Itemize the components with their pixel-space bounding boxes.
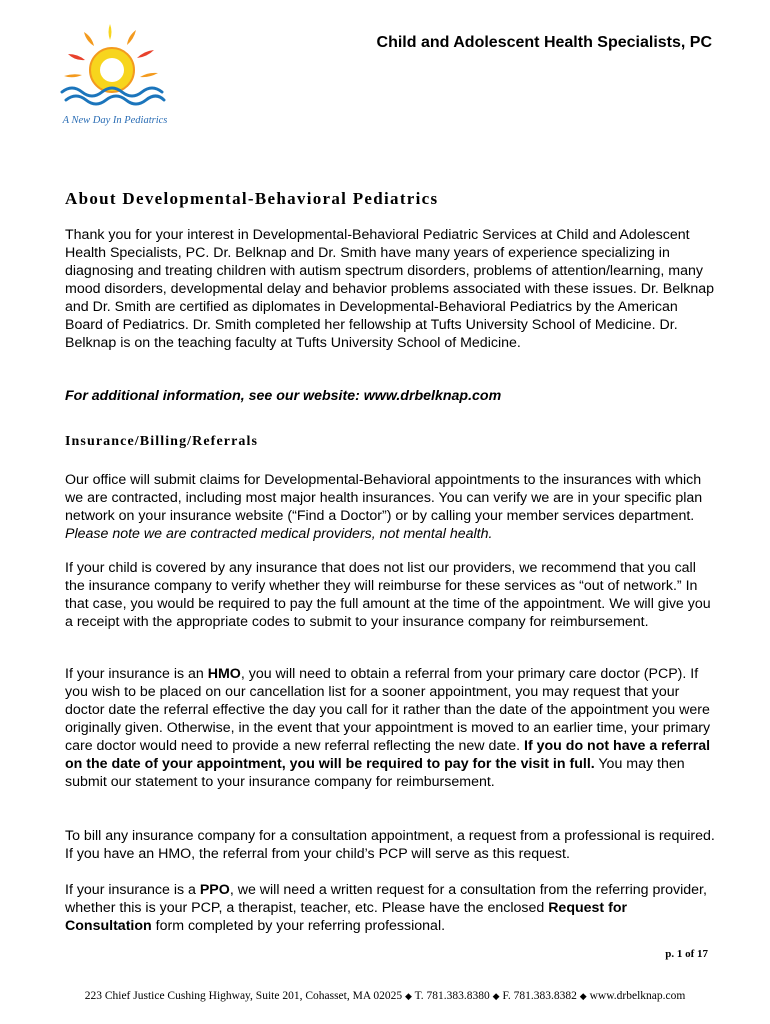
hmo-warning: If you do not have a referral on the date of your appointment, you will be required to pay for the visit in full. (65, 738, 711, 772)
page-title: About Developmental-Behavioral Pediatrics (65, 189, 439, 208)
separator-icon: ◆ (579, 991, 587, 1001)
organization-name: Child and Adolescent Health Specialists, PC (376, 34, 712, 51)
hmo-intro: If your insurance is an (65, 666, 208, 682)
ppo-closing: form completed by your referring professional. (151, 918, 446, 934)
section-heading-insurance: Insurance/Billing/Referrals (65, 434, 259, 449)
footer-address: 223 Chief Justice Cushing Highway, Suite 201, Cohasset, MA 02025 (84, 990, 403, 1002)
practice-logo (58, 20, 173, 132)
footer-phone: T. 781.383.8380 (414, 990, 490, 1002)
page-number: p. 1 of 17 (665, 948, 708, 960)
ppo-intro: If your insurance is a (65, 882, 200, 898)
footer-contact (0, 990, 770, 1002)
consultation-form-name: Request for Consultation (65, 900, 628, 934)
separator-icon: ◆ (405, 991, 412, 1001)
footer-website[interactable]: www.drbelknap.com (589, 990, 686, 1002)
sun-icon (64, 24, 158, 92)
hmo-details: , you will need to obtain a referral from your primary care doctor (PCP). If you wish to be placed on our cancellation list for a sooner appointment, you may request that your doctor date the referral effective the day you call for it rather than the date of the appointment you were originally given. Otherwise, in the event that your appointment is moved to an earlier time, your primary care doctor would need to provide a new referral reflecting the new date. (65, 666, 711, 754)
claims-text: Our office will submit claims for Developmental-Behavioral appointments to the insurances with which we are contracted, including most major health insurances. You can verify we are in your specific plan network on your insurance website (“Find a Doctor”) or by calling your member services department. (65, 472, 703, 524)
ppo-keyword: PPO (199, 882, 230, 898)
logo-tagline: A New Day In Pediatrics (62, 115, 168, 126)
claims-paragraph (65, 471, 715, 543)
out-of-network-paragraph: If your child is covered by any insurance that does not list our providers, we recommend that you call the insurance company to verify whether they will reimburse for these services as “out of network.” In that case, you would be required to pay the full amount at the time of the appointment. We will give you a receipt with the appropriate codes to submit to your insurance company for reimbursement. (65, 560, 711, 630)
hmo-keyword: HMO (207, 666, 241, 682)
separator-icon: ◆ (492, 991, 500, 1001)
hmo-paragraph (65, 665, 715, 791)
hmo-closing: You may then submit our statement to your insurance company for reimbursement. (65, 756, 685, 790)
consultation-paragraph: To bill any insurance company for a consultation appointment, a request from a professional is required. If you have an HMO, the referral from your child’s PCP will serve as this request. (65, 828, 715, 862)
claims-note: Please note we are contracted medical providers, not mental health. (65, 526, 493, 542)
ppo-details: , we will need a written request for a consultation from the referring provider, whether this is your PCP, a therapist, teacher, etc. Please have the enclosed (65, 882, 707, 916)
intro-paragraph: Thank you for your interest in Developmental-Behavioral Pediatric Services at Child and Adolescent Health Specialists, PC. Dr. Belknap and Dr. Smith have many years of experience specializing in diagnosing and treating children with autism spectrum disorders, problems of attention/learning, many mood disorders, developmental delay and behavior problems associated with these issues. Dr. Belknap and Dr. Smith are certified as diplomates in Developmental-Behavioral Pediatrics by the American Board of Pediatrics. Dr. Smith completed her fellowship at Tufts University School of Medicine. Dr. Belknap is on the teaching faculty at Tufts University School of Medicine. (65, 227, 715, 351)
footer-fax: F. 781.383.8382 (502, 990, 577, 1002)
website-line: For additional information, see our website: www.drbelknap.com (65, 388, 502, 404)
ppo-paragraph (65, 881, 715, 935)
